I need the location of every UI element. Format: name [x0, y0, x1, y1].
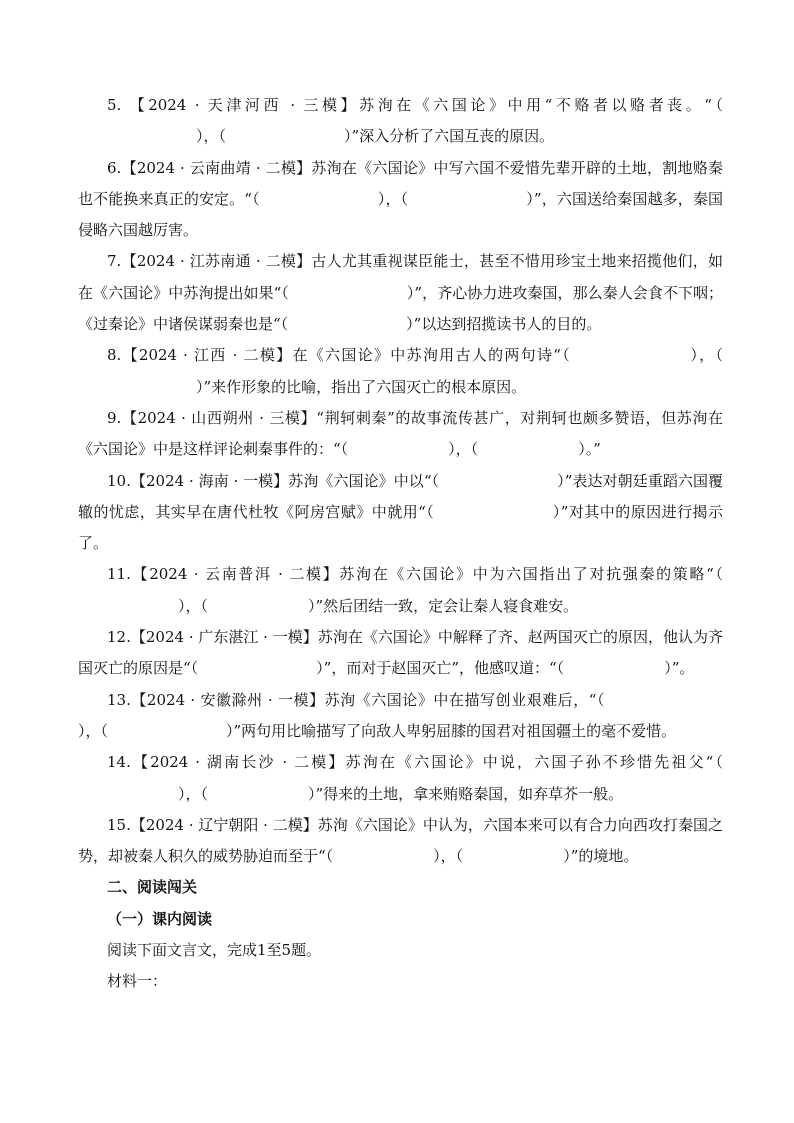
question-text: 苏洵在《六国论》中解释了齐、赵两国灭亡的原因，他认为齐国灭亡的原因是“（ [78, 628, 723, 678]
question-text: 在《六国论》中苏洵用古人的两句诗“（ [292, 346, 572, 365]
question-9 [78, 403, 723, 466]
question-source-tag: 【2024 · 湖南长沙 · 二模】 [130, 753, 346, 772]
question-text: ）”，而对于赵国灭亡”，他感叹道：“（ [316, 659, 565, 678]
question-text: ），（ [196, 127, 227, 146]
question-source-tag: 【2024 · 安徽滁州 · 一模】 [130, 690, 325, 709]
question-11 [78, 559, 723, 622]
question-15 [78, 810, 723, 873]
question-source-tag: 【2024 · 云南普洱 · 二模】 [130, 565, 340, 584]
content-area [78, 90, 723, 998]
question-text: “荆轲刺秦”的故事流传甚广，对荆轲也颇多赞语，但苏洵在《六国论》中是这样评论刺秦事件的：“（ [78, 408, 723, 459]
reading-instruction: 阅读下面文言文，完成1至5题。 [107, 941, 322, 960]
question-number: 13. [107, 690, 131, 709]
question-text: ）”然后团结一致，定会让秦人寝食难安。 [308, 596, 579, 615]
question-text: ）”两句用比喻描写了向敌人卑躬屈膝的国君对祖国疆土的毫不爱惜。 [226, 721, 677, 740]
question-10 [78, 466, 723, 560]
question-source-tag: 【2024 · 海南 · 一模】 [130, 471, 289, 490]
question-source-tag: 【2024 · 云南曲靖 · 二模】 [121, 158, 312, 177]
question-text: ），（ [377, 189, 409, 208]
question-text: ），（ [433, 847, 464, 866]
question-text: 苏洵在《六国论》中用“不赂者以赂者丧。“（ [359, 96, 723, 114]
section-subtitle: （一）课内阅读 [107, 909, 213, 928]
question-5 [78, 90, 723, 153]
section-title: 二、阅读闯关 [107, 878, 198, 897]
question-source-tag: 【2024 · 江西 · 二模】 [121, 346, 293, 365]
question-number: 14. [107, 753, 131, 772]
question-7 [78, 246, 723, 340]
question-8 [78, 340, 723, 403]
question-12 [78, 622, 723, 685]
question-source-tag: 【2024 · 江苏南通 · 二模】 [121, 252, 312, 271]
question-text: ）”来作形象的比喻，指出了六国灭亡的根本原因。 [196, 377, 527, 396]
question-text: 苏洵《六国论》中在描写创业艰难后，“（ [324, 690, 605, 709]
question-text: 苏洵《六国论》中以“（ [288, 471, 440, 490]
question-text: 苏洵在《六国论》中说，六国子孙不珍惜先祖父“（ [345, 753, 723, 772]
question-text: ）”深入分析了六国互丧的原因。 [344, 127, 555, 146]
question-number: 15. [107, 815, 131, 834]
question-text: ），（ [178, 596, 209, 615]
question-13 [78, 685, 723, 748]
question-text: ），（ [78, 721, 109, 740]
question-number: 5. [107, 96, 122, 114]
question-text: 苏洵在《六国论》中写六国不爱惜先辈开辟的土地，割地赂秦也不能换来真正的安定。“（ [78, 158, 723, 208]
question-source-tag: 【2024 · 山西朔州 · 三模】 [121, 408, 317, 427]
question-text: ）。” [578, 440, 601, 459]
question-number: 9. [107, 408, 122, 427]
question-text: ）”得来的土地，拿来贿赂秦国，如弃草芥一般。 [308, 784, 624, 803]
question-text: 古人尤其重视谋臣能士，甚至不惜用珍宝土地来招揽他们，如在《六国论》中苏洵提出如果“（ [78, 252, 723, 302]
question-number: 7. [107, 252, 122, 271]
question-source-tag: 【2024 · 天津河西 · 三模】 [129, 96, 360, 114]
question-6 [78, 153, 723, 247]
question-text: ）”，六国送给秦国越多，秦国侵略六国越厉害。 [78, 189, 724, 240]
material-label: 材料一： [107, 972, 168, 991]
question-text: 苏洵在《六国论》中为六国指出了对抗强秦的策略“（ [339, 565, 723, 584]
question-number: 10. [107, 471, 131, 490]
question-text: ）”对其中的原因进行揭示了。 [78, 502, 724, 553]
question-source-tag: 【2024 · 辽宁朝阳 · 二模】 [130, 815, 318, 834]
question-text: 苏洵《六国论》中认为，六国本来可以有合力向西攻打秦国之势，却被秦人积久的威势胁迫而至于“（ [78, 815, 723, 866]
question-number: 11. [107, 565, 131, 584]
question-text: ）”以达到招揽读书人的目的。 [406, 315, 602, 334]
question-text: ）”。 [664, 659, 695, 678]
question-text: ）”表达对朝廷重蹈六国覆辙的忧虑，其实早在唐代杜牧《阿房宫赋》中就用“（ [78, 471, 724, 521]
question-source-tag: 【2024 · 广东湛江 · 一模】 [130, 628, 318, 647]
question-number: 12. [107, 628, 131, 647]
question-text: ），（ [448, 440, 479, 459]
question-text: ）”，齐心协力进攻秦国，那么秦人会食不下咽；《过秦论》中诸侯谋弱秦也是“（ [78, 283, 723, 334]
question-text: ）”的境地。 [563, 847, 639, 866]
question-number: 6. [107, 158, 122, 177]
question-text: ），（ [178, 784, 209, 803]
question-text: ），（ [689, 346, 723, 365]
question-number: 8. [107, 346, 122, 365]
question-14 [78, 747, 723, 810]
